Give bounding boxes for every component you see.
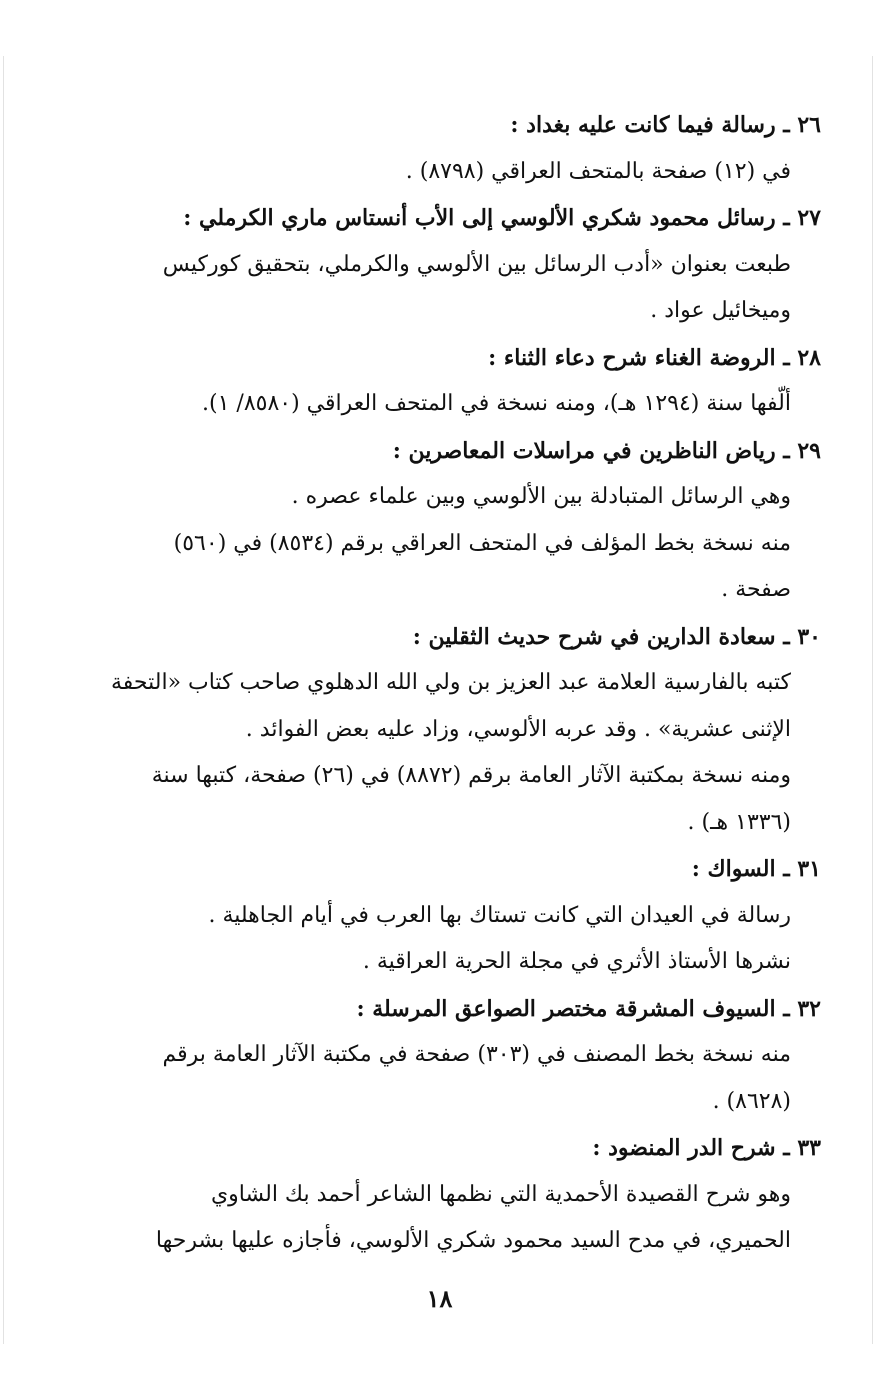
entry-text-line: نشرها الأستاذ الأثري في مجلة الحرية العراقية . (362, 949, 791, 974)
scan-edge-right (872, 56, 873, 1344)
entry-text-line: صفحة . (721, 577, 791, 602)
entry-text-line: ألّفها سنة (١٢٩٤ هـ)، ومنه نسخة في المتحف العراقي (٨٥٨٠/ ١). (202, 391, 791, 416)
entry-text-line: منه نسخة بخط المؤلف في المتحف العراقي برقم (٨٥٣٤) في (٥٦٠) (173, 530, 791, 556)
entry-text-line: كتبه بالفارسية العلامة عبد العزيز بن ولي الله الدهلوي صاحب كتاب «التحفة (110, 670, 791, 695)
entry-text-line: وميخائيل عواد . (650, 298, 791, 323)
entry-text-line: منه نسخة بخط المصنف في (٣٠٣) صفحة في مكتبة الآثار العامة برقم (162, 1042, 791, 1067)
entry-text-line: الإثنى عشرية» . وقد عربه الألوسي، وزاد عليه بعض الفوائد . (245, 716, 791, 742)
entry-heading: ٢٩ ـ رياض الناظرين في مراسلات المعاصرين : (392, 437, 821, 464)
entry-text-line: في (١٢) صفحة بالمتحف العراقي (٨٧٩٨) . (405, 158, 791, 184)
entry-heading: ٣٢ ـ السيوف المشرقة مختصر الصواعق المرسلة : (356, 995, 821, 1022)
page-body (48, 102, 821, 1265)
entry-heading: ٢٧ ـ رسائل محمود شكري الألوسي إلى الأب أنستاس ماري الكرملي : (183, 205, 821, 231)
entry-text-line: وهو شرح القصيدة الأحمدية التي نظمها الشاعر أحمد بك الشاوي (210, 1181, 791, 1207)
scan-edge-left (3, 56, 4, 1344)
entry-text-line: وهي الرسائل المتبادلة بين الألوسي وبين علماء عصره . (291, 484, 791, 509)
entry-heading: ٢٨ ـ الروضة الغناء شرح دعاء الثناء : (488, 344, 821, 371)
entry-heading: ٢٦ ـ رسالة فيما كانت عليه بغداد : (510, 112, 821, 138)
entry-heading: ٣٠ ـ سعادة الدارين في شرح حديث الثقلين : (412, 623, 821, 650)
entry-text-line: الحميري، في مدح السيد محمود شكري الألوسي، فأجازه عليها بشرحها (155, 1228, 791, 1253)
page-number: ١٨ (426, 1284, 453, 1313)
entry-text-line: طبعت بعنوان «أدب الرسائل بين الألوسي والكرملي، بتحقيق كوركيس (162, 251, 791, 277)
entry-text-line: ومنه نسخة بمكتبة الآثار العامة برقم (٨٨٧٢) في (٢٦) صفحة، كتبها سنة (151, 763, 791, 788)
entry-heading: ٣١ ـ السواك : (691, 856, 821, 882)
entry-heading: ٣٣ ـ شرح الدر المنضود : (592, 1135, 821, 1161)
entry-text-line: (١٣٣٦ هـ) . (687, 809, 791, 835)
entry-text-line: رسالة في العيدان التي كانت تستاك بها العرب في أيام الجاهلية . (208, 902, 791, 928)
entry-text-line: (٨٦٢٨) . (712, 1088, 791, 1114)
